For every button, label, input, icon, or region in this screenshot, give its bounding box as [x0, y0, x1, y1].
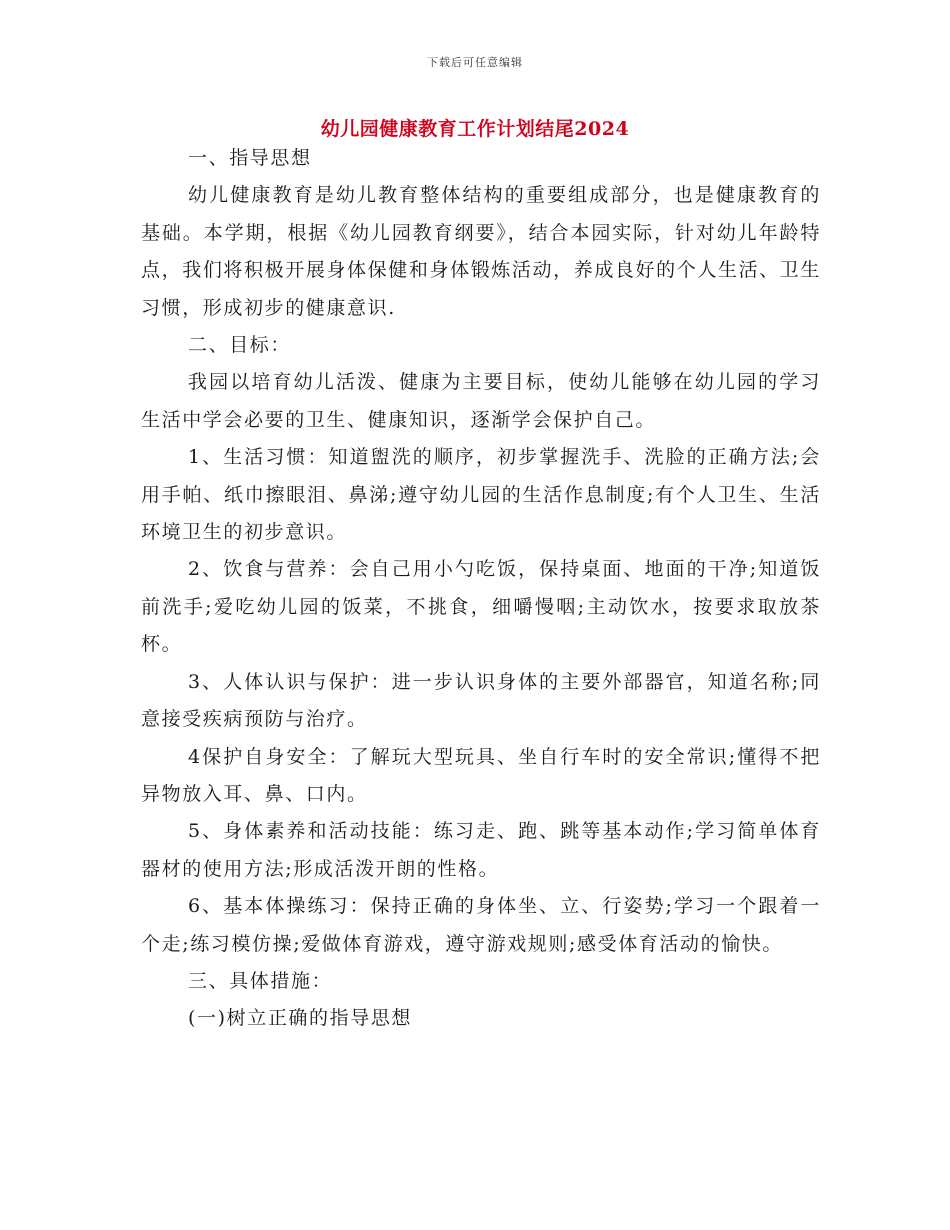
paragraph-goal-diet-nutrition: 2、饮食与营养：会自己用小勺吃饭，保持桌面、地面的干净;知道饭前洗手;爱吃幼儿园的饭菜，不挑食，细嚼慢咽;主动饮水，按要求取放茶杯。	[141, 558, 821, 656]
paragraph-goal-living-habits: 1、生活习惯：知道盥洗的顺序，初步掌握洗手、洗脸的正确方法;会用手帕、纸巾擦眼泪、鼻涕;遵守幼儿园的生活作息制度;有个人卫生、生活环境卫生的初步意识。	[141, 446, 821, 544]
section-heading-measures: 三、具体措施：	[188, 969, 333, 992]
section-heading-guiding-ideology: 一、指导思想	[188, 147, 312, 169]
header-note: 下载后可任意编辑	[427, 56, 523, 69]
paragraph-goal-self-safety: 4保护自身安全：了解玩大型玩具、坐自行车时的安全常识;懂得不把异物放入耳、鼻、口内。	[141, 745, 821, 805]
paragraph-goal-gymnastics: 6、基本体操练习：保持正确的身体坐、立、行姿势;学习一个跟着一个走;练习模仿操;爱做体育游戏，遵守游戏规则;感受体育活动的愉快。	[141, 895, 821, 955]
document-body	[141, 140, 821, 1038]
paragraph-goal-physical-skills: 5、身体素养和活动技能：练习走、跑、跳等基本动作;学习简单体育器材的使用方法;形成活泼开朗的性格。	[141, 820, 821, 880]
paragraph-intro: 幼儿健康教育是幼儿教育整体结构的重要组成部分，也是健康教育的基础。本学期，根据《幼儿园教育纲要》，结合本园实际，针对幼儿年龄特点，我们将积极开展身体保健和身体锻炼活动，养成良好的个人生活、卫生习惯，形成初步的健康意识.	[141, 184, 821, 319]
subsection-heading-guiding-ideology: (一)树立正确的指导思想	[188, 1007, 413, 1030]
section-heading-goals: 二、目标：	[188, 334, 292, 357]
document-title: 幼儿园健康教育工作计划结尾2024	[320, 118, 630, 140]
paragraph-goal-body-awareness: 3、人体认识与保护：进一步认识身体的主要外部器官，知道名称;同意接受疾病预防与治疗。	[141, 670, 821, 731]
paragraph-main-goal: 我园以培育幼儿活泼、健康为主要目标，使幼儿能够在幼儿园的学习生活中学会必要的卫生、健康知识，逐渐学会保护自己。	[141, 371, 821, 431]
